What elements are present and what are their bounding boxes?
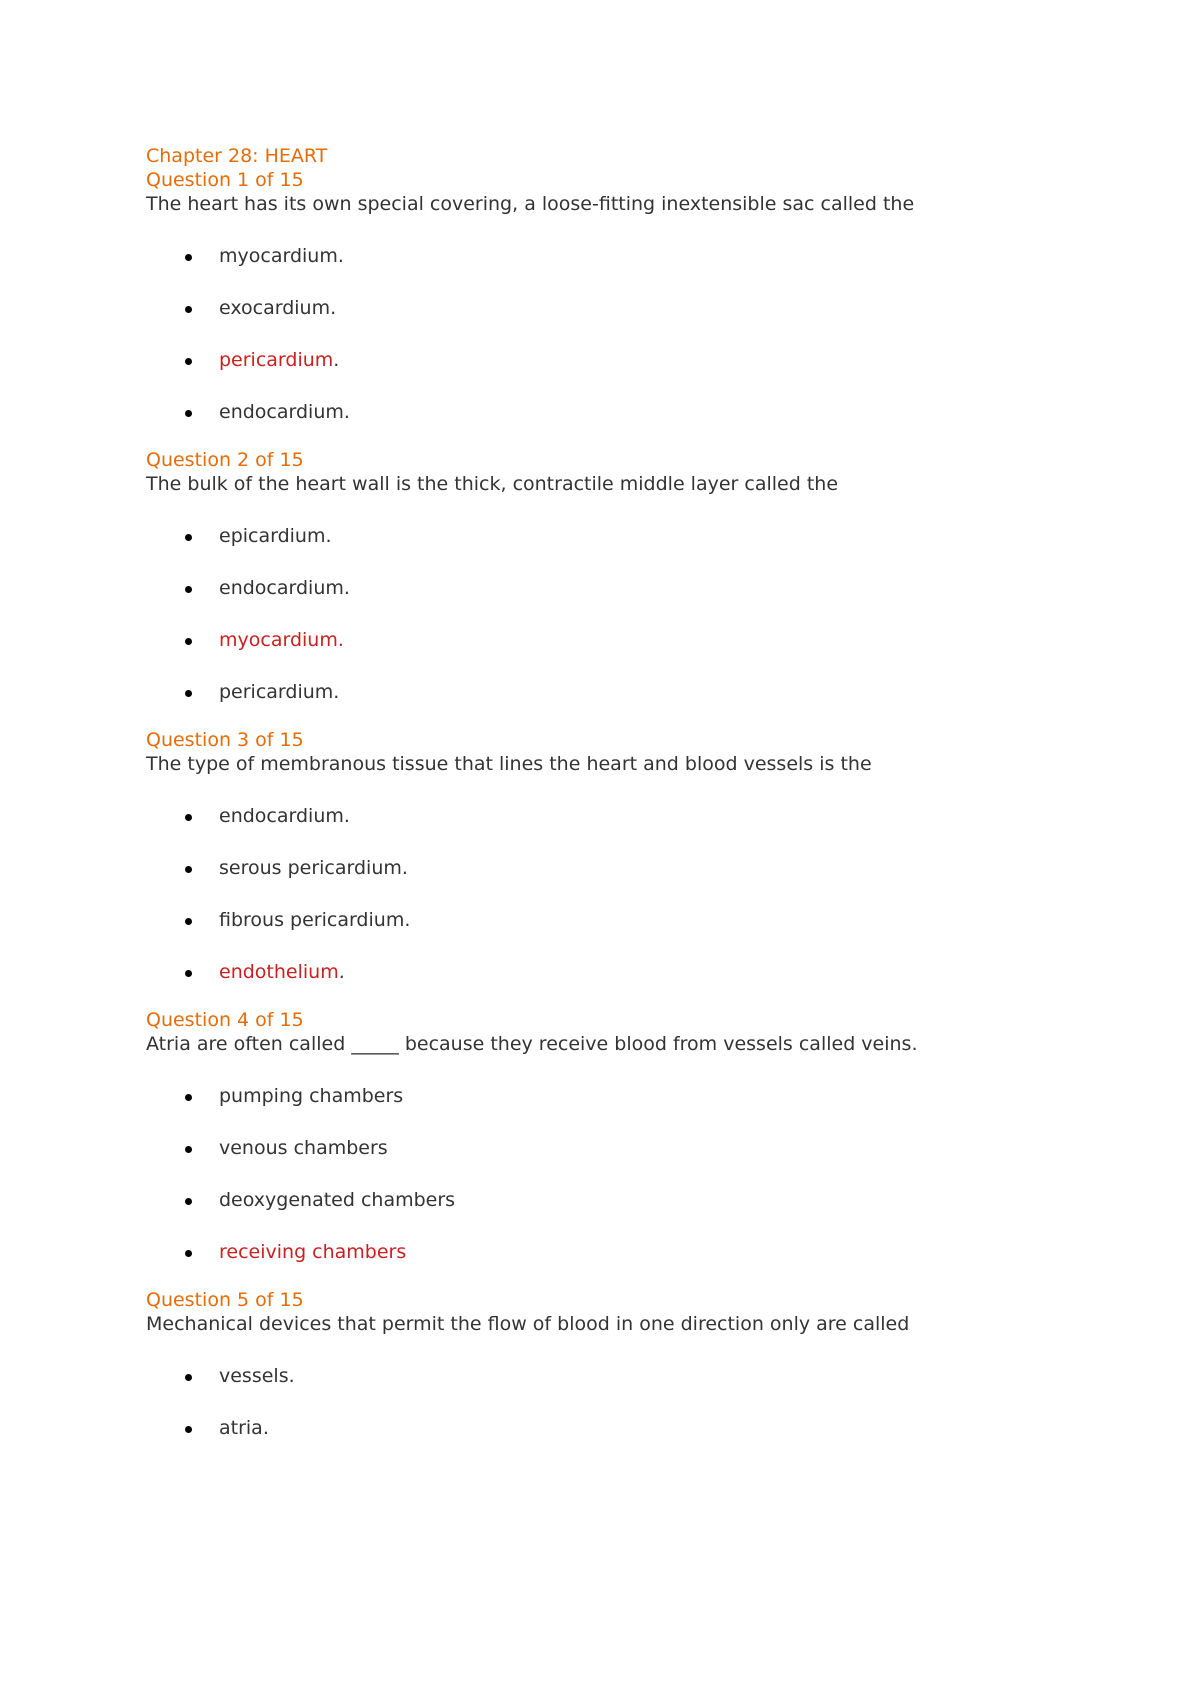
bullet-icon [185,1094,192,1101]
answer-punctuation: . [338,961,345,983]
answer-label: fibrous pericardium [219,909,405,931]
answer-label: deoxygenated chambers [219,1189,456,1211]
answer-options [146,804,1146,984]
bullet-icon [185,306,192,313]
answer-options [146,244,1146,424]
answer-label: atria [219,1417,263,1439]
question-text: Mechanical devices that permit the flow of blood in one direction only are called [146,1313,910,1335]
bullet-icon [185,358,192,365]
answer-label: epicardium [219,525,326,547]
question-block [146,1008,1146,1264]
question-header: Question 4 of 15 [146,1009,304,1031]
answer-label: endothelium [219,961,339,983]
answer-label: vessels [219,1365,289,1387]
question-text: The type of membranous tissue that lines the heart and blood vessels is the [146,753,872,775]
bullet-icon [185,1374,192,1381]
answer-punctuation: . [262,1417,269,1439]
answer-options [146,1084,1146,1264]
answer-label: receiving chambers [219,1241,407,1263]
answer-option-correct [146,960,1146,984]
bullet-icon [185,254,192,261]
answer-punctuation: . [333,681,340,703]
answer-label: exocardium [219,297,331,319]
bullet-icon [185,918,192,925]
answer-option [146,1188,1146,1212]
answer-option [146,1364,1146,1388]
bullet-icon [185,1250,192,1257]
answer-label: serous pericardium [219,857,402,879]
answer-punctuation: . [401,857,408,879]
bullet-icon [185,690,192,697]
question-block [146,728,1146,984]
bullet-icon [185,638,192,645]
question-block [146,168,1146,424]
bullet-icon [185,970,192,977]
answer-option [146,680,1146,704]
answer-option [146,856,1146,880]
answer-option [146,400,1146,424]
answer-label: pericardium [219,349,334,371]
chapter-title: Chapter 28: HEART [146,145,328,167]
answer-option [146,908,1146,932]
answer-option [146,804,1146,828]
answer-label: myocardium. [219,629,344,651]
bullet-icon [185,1146,192,1153]
answer-label: venous chambers [219,1137,388,1159]
answer-punctuation: . [330,297,337,319]
answer-option [146,1084,1146,1108]
bullet-icon [185,534,192,541]
bullet-icon [185,410,192,417]
answer-punctuation: . [404,909,411,931]
answer-option [146,296,1146,320]
answer-punctuation: . [325,525,332,547]
answer-option [146,576,1146,600]
question-text: Atria are often called _____ because they receive blood from vessels called veins. [146,1033,918,1055]
bullet-icon [185,814,192,821]
answer-option [146,1416,1146,1440]
bullet-icon [185,866,192,873]
question-text: The heart has its own special covering, a loose-fitting inextensible sac called the [146,193,915,215]
answer-options [146,1364,1146,1440]
question-list [146,168,1146,1440]
answer-punctuation: . [333,349,340,371]
question-block [146,1288,1146,1440]
answer-option-correct [146,348,1146,372]
answer-options [146,524,1146,704]
bullet-icon [185,586,192,593]
question-header: Question 3 of 15 [146,729,304,751]
question-header: Question 1 of 15 [146,169,304,191]
answer-punctuation: . [337,245,344,267]
question-header: Question 5 of 15 [146,1289,304,1311]
answer-label: myocardium [219,245,338,267]
question-header: Question 2 of 15 [146,449,304,471]
answer-punctuation: . [343,401,350,423]
answer-label: endocardium [219,805,344,827]
answer-option-correct [146,628,1146,652]
answer-label: endocardium [219,577,344,599]
question-block [146,448,1146,704]
answer-option [146,244,1146,268]
answer-label: pericardium [219,681,334,703]
bullet-icon [185,1198,192,1205]
answer-label: endocardium [219,401,344,423]
answer-punctuation: . [343,805,350,827]
answer-label: pumping chambers [219,1085,404,1107]
answer-punctuation: . [288,1365,295,1387]
answer-option-correct [146,1240,1146,1264]
answer-option [146,524,1146,548]
document-page [146,144,1146,1440]
answer-option [146,1136,1146,1160]
bullet-icon [185,1426,192,1433]
question-text: The bulk of the heart wall is the thick, contractile middle layer called the [146,473,839,495]
answer-punctuation: . [343,577,350,599]
